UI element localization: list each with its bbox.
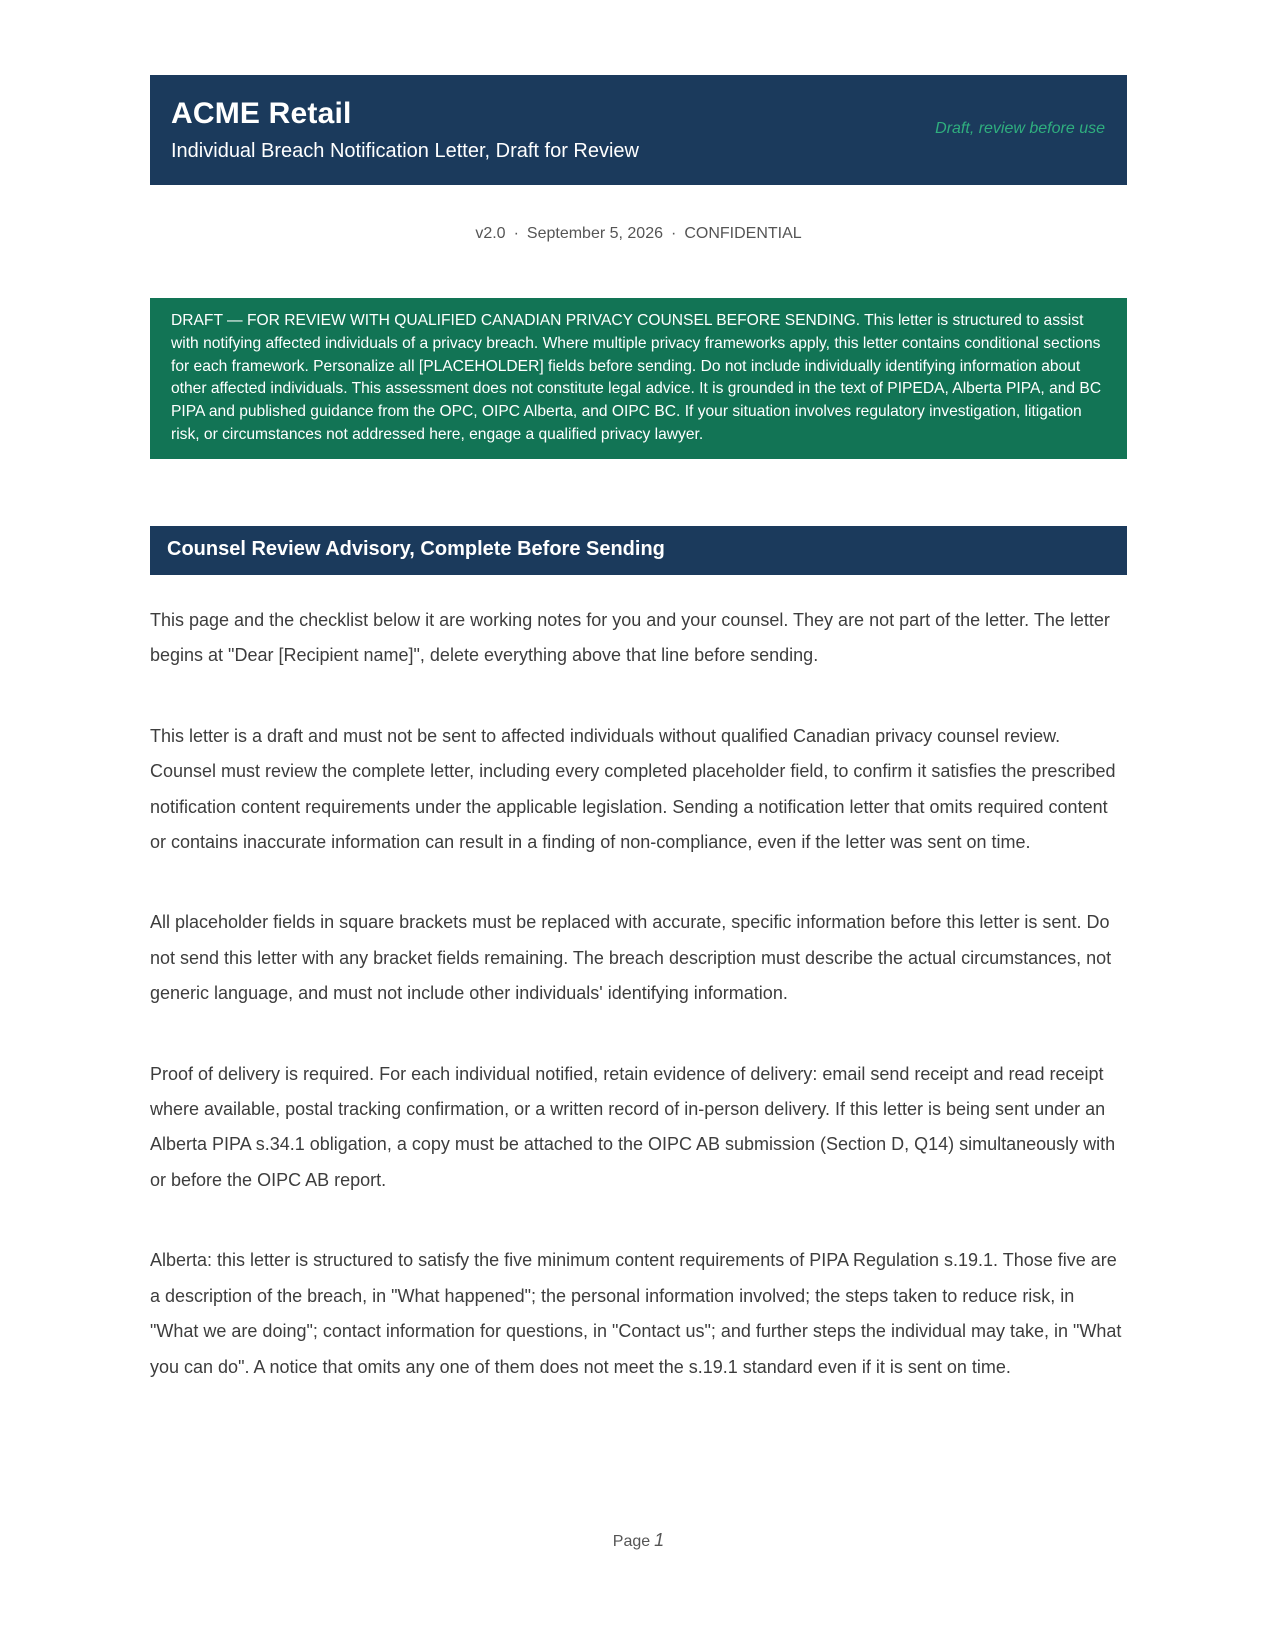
advisory-paragraph: Alberta: this letter is structured to satisfy the five minimum content requirements of PIPA Regulation s.19.1. Those five are a description of the breach, in "What happened"; the personal information involved; the steps taken to reduce risk, in "What we are doing"; contact information for questions, in "Contact us"; and further steps the individual may take, in "What you can do". A notice that omits any one of them does not meet the s.19.1 standard even if it is sent on time. xyxy=(150,1250,1122,1377)
advisory-paragraph: Proof of delivery is required. For each individual notified, retain evidence of delivery: email send receipt and read receipt where available, postal tracking confirmation, or a written record of in-person delivery. If this letter is being sent under an Alberta PIPA s.34.1 obligation, a copy must be attached to the OIPC AB submission (Section D, Q14) simultaneously with or before the OIPC AB report. xyxy=(150,1063,1116,1190)
version-label: v2.0 xyxy=(475,225,506,242)
classification-label: CONFIDENTIAL xyxy=(684,225,802,242)
meta-separator: · xyxy=(671,225,677,242)
page-footer xyxy=(150,1530,1127,1551)
page-number: 1 xyxy=(654,1530,665,1550)
document-page xyxy=(150,75,1127,1550)
meta-separator: · xyxy=(513,225,519,242)
draft-notice-box: DRAFT — FOR REVIEW WITH QUALIFIED CANADIAN PRIVACY COUNSEL BEFORE SENDING. This letter is structured to assist with notifying affected individuals of a privacy breach. Where multiple privacy frameworks apply, this letter contains conditional sections for each framework. Personalize all [PLACEHOLDER] fields before sending. Do not include individually identifying information about other affected individuals. This assessment does not constitute legal advice. It is grounded in the text of PIPEDA, Alberta PIPA, and BC PIPA and published guidance from the OPC, OIPC Alberta, and OIPC BC. If your situation involves regulatory investigation, litigation risk, or circumstances not addressed here, engage a qualified privacy lawyer. xyxy=(150,298,1127,459)
draft-status-label: Draft, review before use xyxy=(935,120,1105,137)
document-subtitle: Individual Breach Notification Letter, Draft for Review xyxy=(171,140,639,162)
document-meta xyxy=(150,225,1127,243)
header-banner xyxy=(150,75,1127,185)
advisory-body xyxy=(150,603,1127,1430)
company-name: ACME Retail xyxy=(171,97,352,130)
document-date: September 5, 2026 xyxy=(526,225,663,242)
advisory-paragraph: This letter is a draft and must not be sent to affected individuals without qualified Canadian privacy counsel review. Counsel must review the complete letter, including every completed placeholder field, to confirm it satisfies the prescribed notification content requirements under the applicable legislation. Sending a notification letter that omits required content or contains inaccurate information can result in a finding of non-compliance, even if the letter was sent on time. xyxy=(150,725,1116,853)
page-label: Page xyxy=(612,1533,651,1550)
advisory-paragraph: This page and the checklist below it are working notes for you and your counsel. They are not part of the letter. The letter begins at "Dear [Recipient name]", delete everything above that line before sending. xyxy=(150,610,1110,666)
advisory-paragraph: All placeholder fields in square brackets must be replaced with accurate, specific information before this letter is sent. Do not send this letter with any bracket fields remaining. The breach description must describe the actual circumstances, not generic language, and must not include other individuals' identifying information. xyxy=(150,912,1112,1004)
section-heading: Counsel Review Advisory, Complete Before Sending xyxy=(150,526,1127,575)
